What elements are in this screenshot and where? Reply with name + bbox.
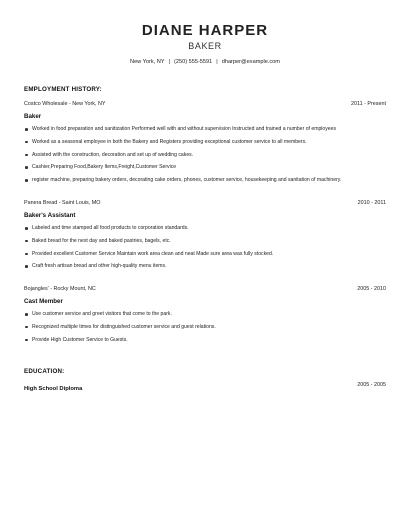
bullet-text: Craft fresh artisan bread and other high-quality menu items. (32, 263, 167, 270)
job-dates: 2011 - Present (351, 101, 386, 107)
contact-email: dharper@example.com (221, 59, 280, 65)
education-heading: EDUCATION: (24, 368, 65, 375)
job-bullet-list (24, 125, 386, 189)
list-item (24, 138, 386, 151)
contact-separator: | (216, 59, 218, 65)
bullet-text: Worked in food preparation and sanitization Performed well with and without supervision Instructed and trained a number of employees (32, 126, 337, 132)
job-company: Costco Wholesale - New York, NY (24, 101, 106, 107)
contact-line (0, 59, 410, 65)
employment-heading: EMPLOYMENT HISTORY: (24, 86, 102, 93)
job-entry-bojangles (24, 286, 386, 348)
education-dates: 2005 - 2005 (357, 382, 386, 388)
job-title: Cast Member (24, 298, 63, 305)
bullet-icon (25, 179, 28, 182)
job-entry-panera (24, 200, 386, 275)
bullet-text: Provided excellent Customer Service Maintain work area clean and neat Made sure area was fully stocked. (32, 250, 274, 257)
bullet-icon (25, 240, 28, 243)
bullet-icon (25, 154, 28, 157)
list-item (24, 176, 386, 189)
job-dates: 2005 - 2010 (357, 286, 386, 292)
list-item (24, 310, 386, 323)
job-company: Bojangles' - Rocky Mount, NC (24, 286, 96, 292)
job-meta-row (24, 200, 386, 210)
list-item (24, 163, 386, 176)
job-bullet-list (24, 224, 386, 275)
list-item (24, 237, 386, 250)
bullet-icon (25, 265, 28, 268)
job-bullet-list (24, 310, 386, 348)
list-item (24, 125, 386, 138)
bullet-text: Cashier,Preparing Food,Bakery Items,Freight,Customer Service (32, 164, 177, 171)
job-dates: 2010 - 2011 (357, 200, 386, 206)
bullet-icon (25, 141, 28, 144)
education-degree: High School Diploma (24, 386, 83, 392)
list-item (24, 151, 386, 164)
bullet-text: Worked as a seasonal employee in both the Bakery and Registers providing exceptional customer service to all members. (32, 138, 307, 145)
candidate-name: DIANE HARPER (141, 22, 269, 39)
bullet-text: Use customer service and greet visitors that come to the park. (32, 311, 172, 317)
job-meta-row (24, 101, 386, 111)
bullet-icon (25, 339, 28, 342)
contact-phone: (250) 555-5591 (174, 59, 213, 65)
job-company: Panera Bread - Saint Louis, MO (24, 200, 101, 206)
bullet-icon (25, 253, 28, 256)
list-item (24, 323, 386, 336)
bullet-text: Provide High Customer Service to Guests. (32, 336, 128, 343)
bullet-icon (25, 227, 28, 230)
candidate-title: BAKER (188, 41, 222, 51)
list-item (24, 262, 386, 275)
bullet-text: Baked bread for the next day and baked pastries, bagels, etc. (32, 237, 171, 244)
contact-separator: | (168, 59, 170, 65)
bullet-text: Recognized multiple times for distinguished customer service and guest relations. (32, 323, 216, 330)
list-item (24, 224, 386, 237)
job-title: Baker (24, 113, 42, 120)
bullet-text: register machine, preparing bakery orders, decorating cake orders, phones, customer service, housekeeping and sanitation of machinery. (32, 177, 342, 184)
bullet-icon (25, 166, 28, 169)
bullet-text: Labeled and time stamped all food products to corporation standards. (32, 225, 189, 231)
list-item (24, 250, 386, 263)
bullet-icon (25, 128, 28, 131)
job-title: Baker's Assistant (24, 212, 76, 219)
job-meta-row (24, 286, 386, 296)
bullet-icon (25, 313, 28, 316)
bullet-icon (25, 326, 28, 329)
list-item (24, 336, 386, 349)
contact-location: New York, NY (130, 59, 165, 65)
job-entry-costco (24, 101, 386, 189)
bullet-text: Assisted with the construction, decoration and set up of wedding cakes. (32, 151, 194, 158)
